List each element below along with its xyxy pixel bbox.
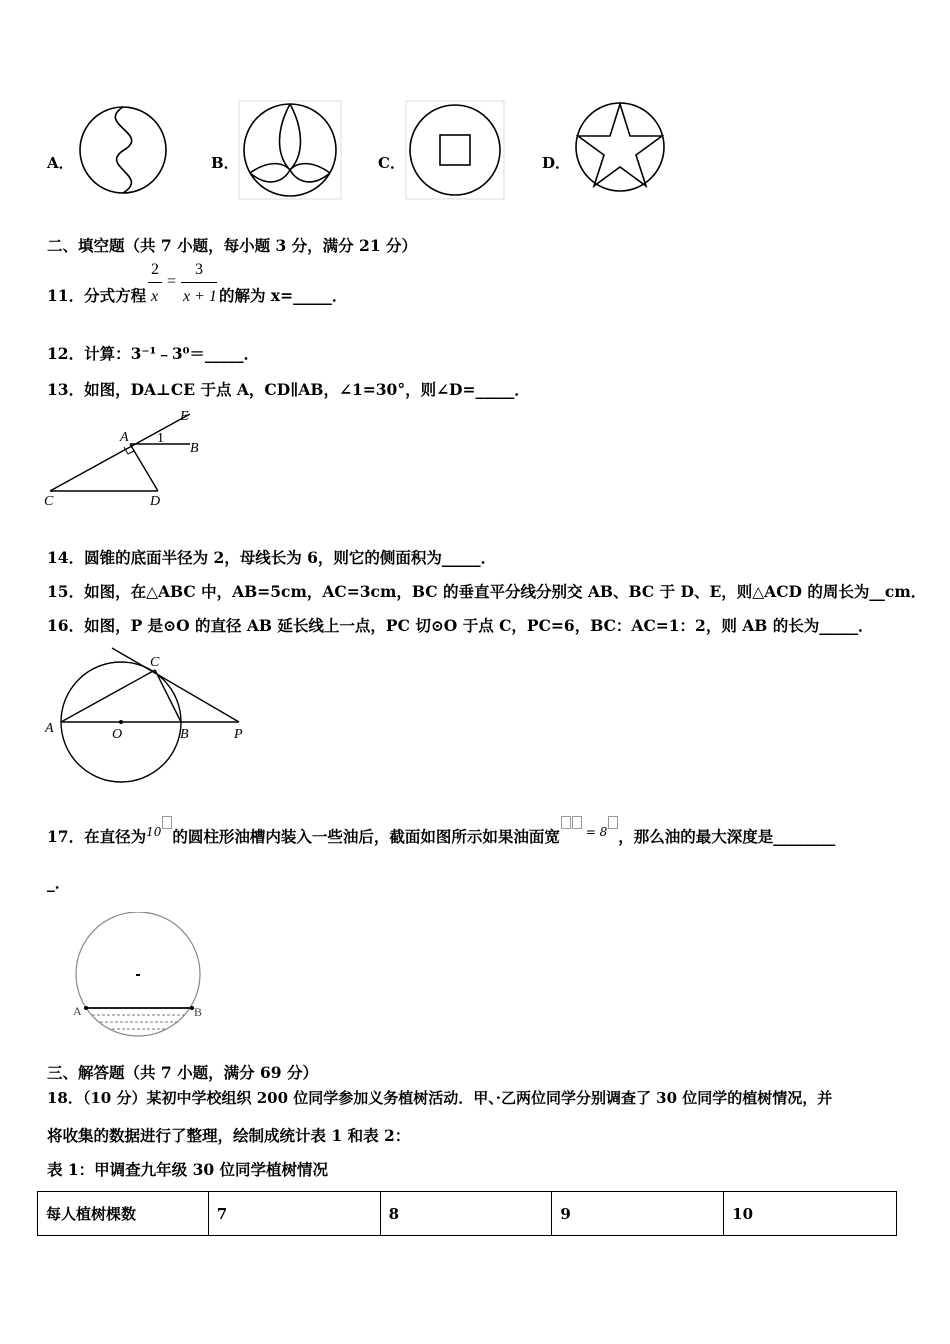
q11-prefix: 11．分式方程 [47,286,147,305]
q12-text: 12．计算：3⁻¹﹣3⁰＝_____． [47,344,260,363]
q11-suffix: 的解为 x=_____． [219,286,348,305]
table-cell: 7 [208,1192,380,1236]
option-c-label: C． [378,154,405,172]
table-cell: 10 [724,1192,897,1236]
q17-figure [70,912,210,1042]
q13-label-a: A [120,430,129,445]
q18-table-caption: 表 1：甲调查九年级 30 位同学植树情况 [47,1160,329,1179]
q16-label-a: A [45,721,54,736]
q15-text: 15．如图，在△ABC 中，AB=5cm，AC=3cm，BC 的垂直平分线分别交 AB、BC 于 D、E，则△ACD 的周长为__cm． [47,582,927,601]
q11-frac2-bar [181,282,217,283]
q13-label-b: B [190,441,199,456]
q17-line2: _． [47,873,71,892]
q13-label-e: E [180,409,189,424]
q17-label-b: B [194,1005,203,1019]
q13-text: 13．如图，DA⊥CE 于点 A，CD∥AB，∠1=30°，则∠D=_____． [47,380,530,399]
table-row [38,1192,897,1236]
q16-label-o: O [112,727,123,742]
q16-text: 16．如图，P 是⊙O 的直径 AB 延长线上一点，PC 切⊙O 于点 C，PC=6，BC：AC=1：2，则 AB 的长为_____． [47,616,874,635]
q13-label-angle: 1 [157,431,164,446]
q18-line2: 将收集的数据进行了整理，绘制成统计表 1 和表 2： [47,1126,411,1145]
q16-label-p: P [234,727,243,742]
q17-part1: 17．在直径为 [47,827,147,846]
q17-diameter-img: 10 [146,825,172,839]
q11-frac1-den: x [151,288,159,305]
q17-part3: ，那么油的最大深度是________ [618,827,836,846]
q11-frac1-bar [148,282,162,283]
table-cell: 每人植树棵数 [38,1192,209,1236]
q17-line1 [47,822,835,847]
q16-figure [40,642,255,787]
option-a-figure [76,104,172,196]
q17-part2: 的圆柱形油槽内装入一些油后，截面如图所示如果油面宽 [172,827,560,846]
q17-width-img: = 8 [560,825,618,839]
option-a-label: A． [47,154,74,172]
q16-label-b: B [180,727,189,742]
q13-figure [40,404,220,512]
option-b-figure [238,100,342,200]
q18-table [37,1191,897,1236]
option-d-figure [572,100,668,194]
table-cell: 8 [380,1192,552,1236]
option-d-label: D． [542,154,571,172]
q13-label-c: C [44,494,54,509]
q13-label-d: D [150,494,161,509]
q16-label-c: C [150,655,160,670]
q18-line1: 18．（10 分）某初中学校组织 200 位同学参加义务植树活动．甲、·乙两位同学分别调查了 30 位同学的植树情况，并 [47,1089,833,1107]
section3-heading: 三、解答题（共 7 小题，满分 69 分） [47,1063,318,1082]
option-c-figure [405,100,505,200]
q11-frac2-num: 3 [195,261,203,278]
q11-frac2-den: x + 1 [183,288,217,305]
q17-label-a: A [73,1004,82,1018]
table-cell: 9 [552,1192,724,1236]
q11-eq: = [167,273,177,290]
q14-text: 14．圆锥的底面半径为 2，母线长为 6，则它的侧面积为_____． [47,548,497,567]
option-b-label: B． [211,154,239,172]
section2-heading: 二、填空题（共 7 小题，每小题 3 分，满分 21 分） [47,236,418,255]
q11-frac1-num: 2 [151,261,159,278]
